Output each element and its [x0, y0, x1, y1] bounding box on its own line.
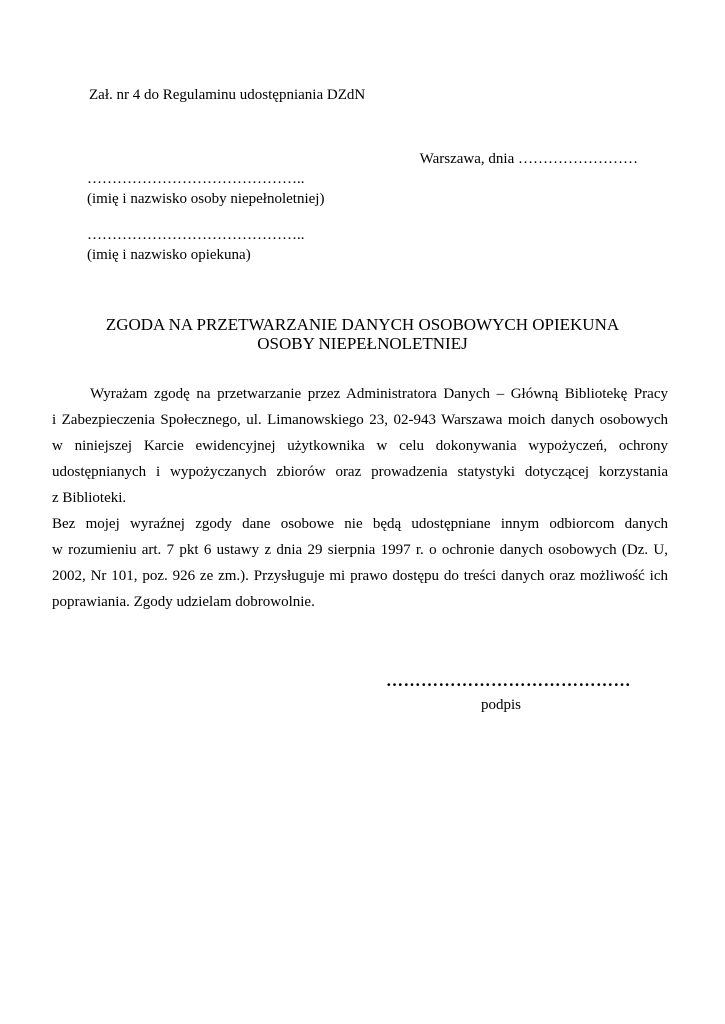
- guardian-name-label: (imię i nazwisko opiekuna): [87, 247, 251, 263]
- body-line: udostępnianych i wypożyczanych zbiorów oraz prowadzenia statystyki dotyczącej korzystania: [52, 464, 668, 480]
- guardian-name-field: [87, 225, 305, 265]
- title-line-2: OSOBY NIEPEŁNOLETNIEJ: [257, 334, 468, 353]
- minor-name-dots: ……………………………………..: [87, 171, 305, 187]
- body-line: w niniejszej Karcie ewidencyjnej użytkownika w celu dokonywania wypożyczeń, ochrony: [52, 438, 668, 454]
- signature-dots: ……………………………………: [386, 671, 631, 690]
- body-line: poprawiania. Zgody udzielam dobrowolnie.: [52, 594, 315, 610]
- minor-name-label: (imię i nazwisko osoby niepełnoletniej): [87, 191, 325, 207]
- consent-body: [52, 381, 668, 615]
- body-line: Wyrażam zgodę na przetwarzanie przez Administratora Danych – Główną Bibliotekę Pracy: [90, 386, 668, 402]
- title-line-1: ZGODA NA PRZETWARZANIE DANYCH OSOBOWYCH OPIEKUNA: [105, 315, 620, 334]
- annex-note: Zał. nr 4 do Regulaminu udostępniania DZdN: [89, 87, 366, 103]
- guardian-name-dots: ……………………………………..: [87, 227, 305, 243]
- body-line: z Biblioteki.: [52, 490, 127, 506]
- minor-name-field: [87, 169, 324, 209]
- place-date-line: Warszawa, dnia ……………………: [419, 151, 638, 167]
- body-line: Bez mojej wyraźnej zgody dane osobowe nie będą udostępniane innym odbiorcom danych: [52, 516, 668, 532]
- body-line: i Zabezpieczenia Społecznego, ul. Limanowskiego 23, 02-943 Warszawa moich danych osobowych: [52, 412, 668, 428]
- signature-label: podpis: [480, 697, 521, 713]
- document-title: [60, 315, 665, 353]
- body-line: w rozumieniu art. 7 pkt 6 ustawy z dnia 29 sierpnia 1997 r. o ochronie danych osobowych (Dz. U,: [52, 542, 668, 558]
- signature-block: [386, 671, 631, 714]
- body-line: 2002, Nr 101, poz. 926 ze zm.). Przysługuje mi prawo dostępu do treści danych oraz możliwość ich: [52, 568, 668, 584]
